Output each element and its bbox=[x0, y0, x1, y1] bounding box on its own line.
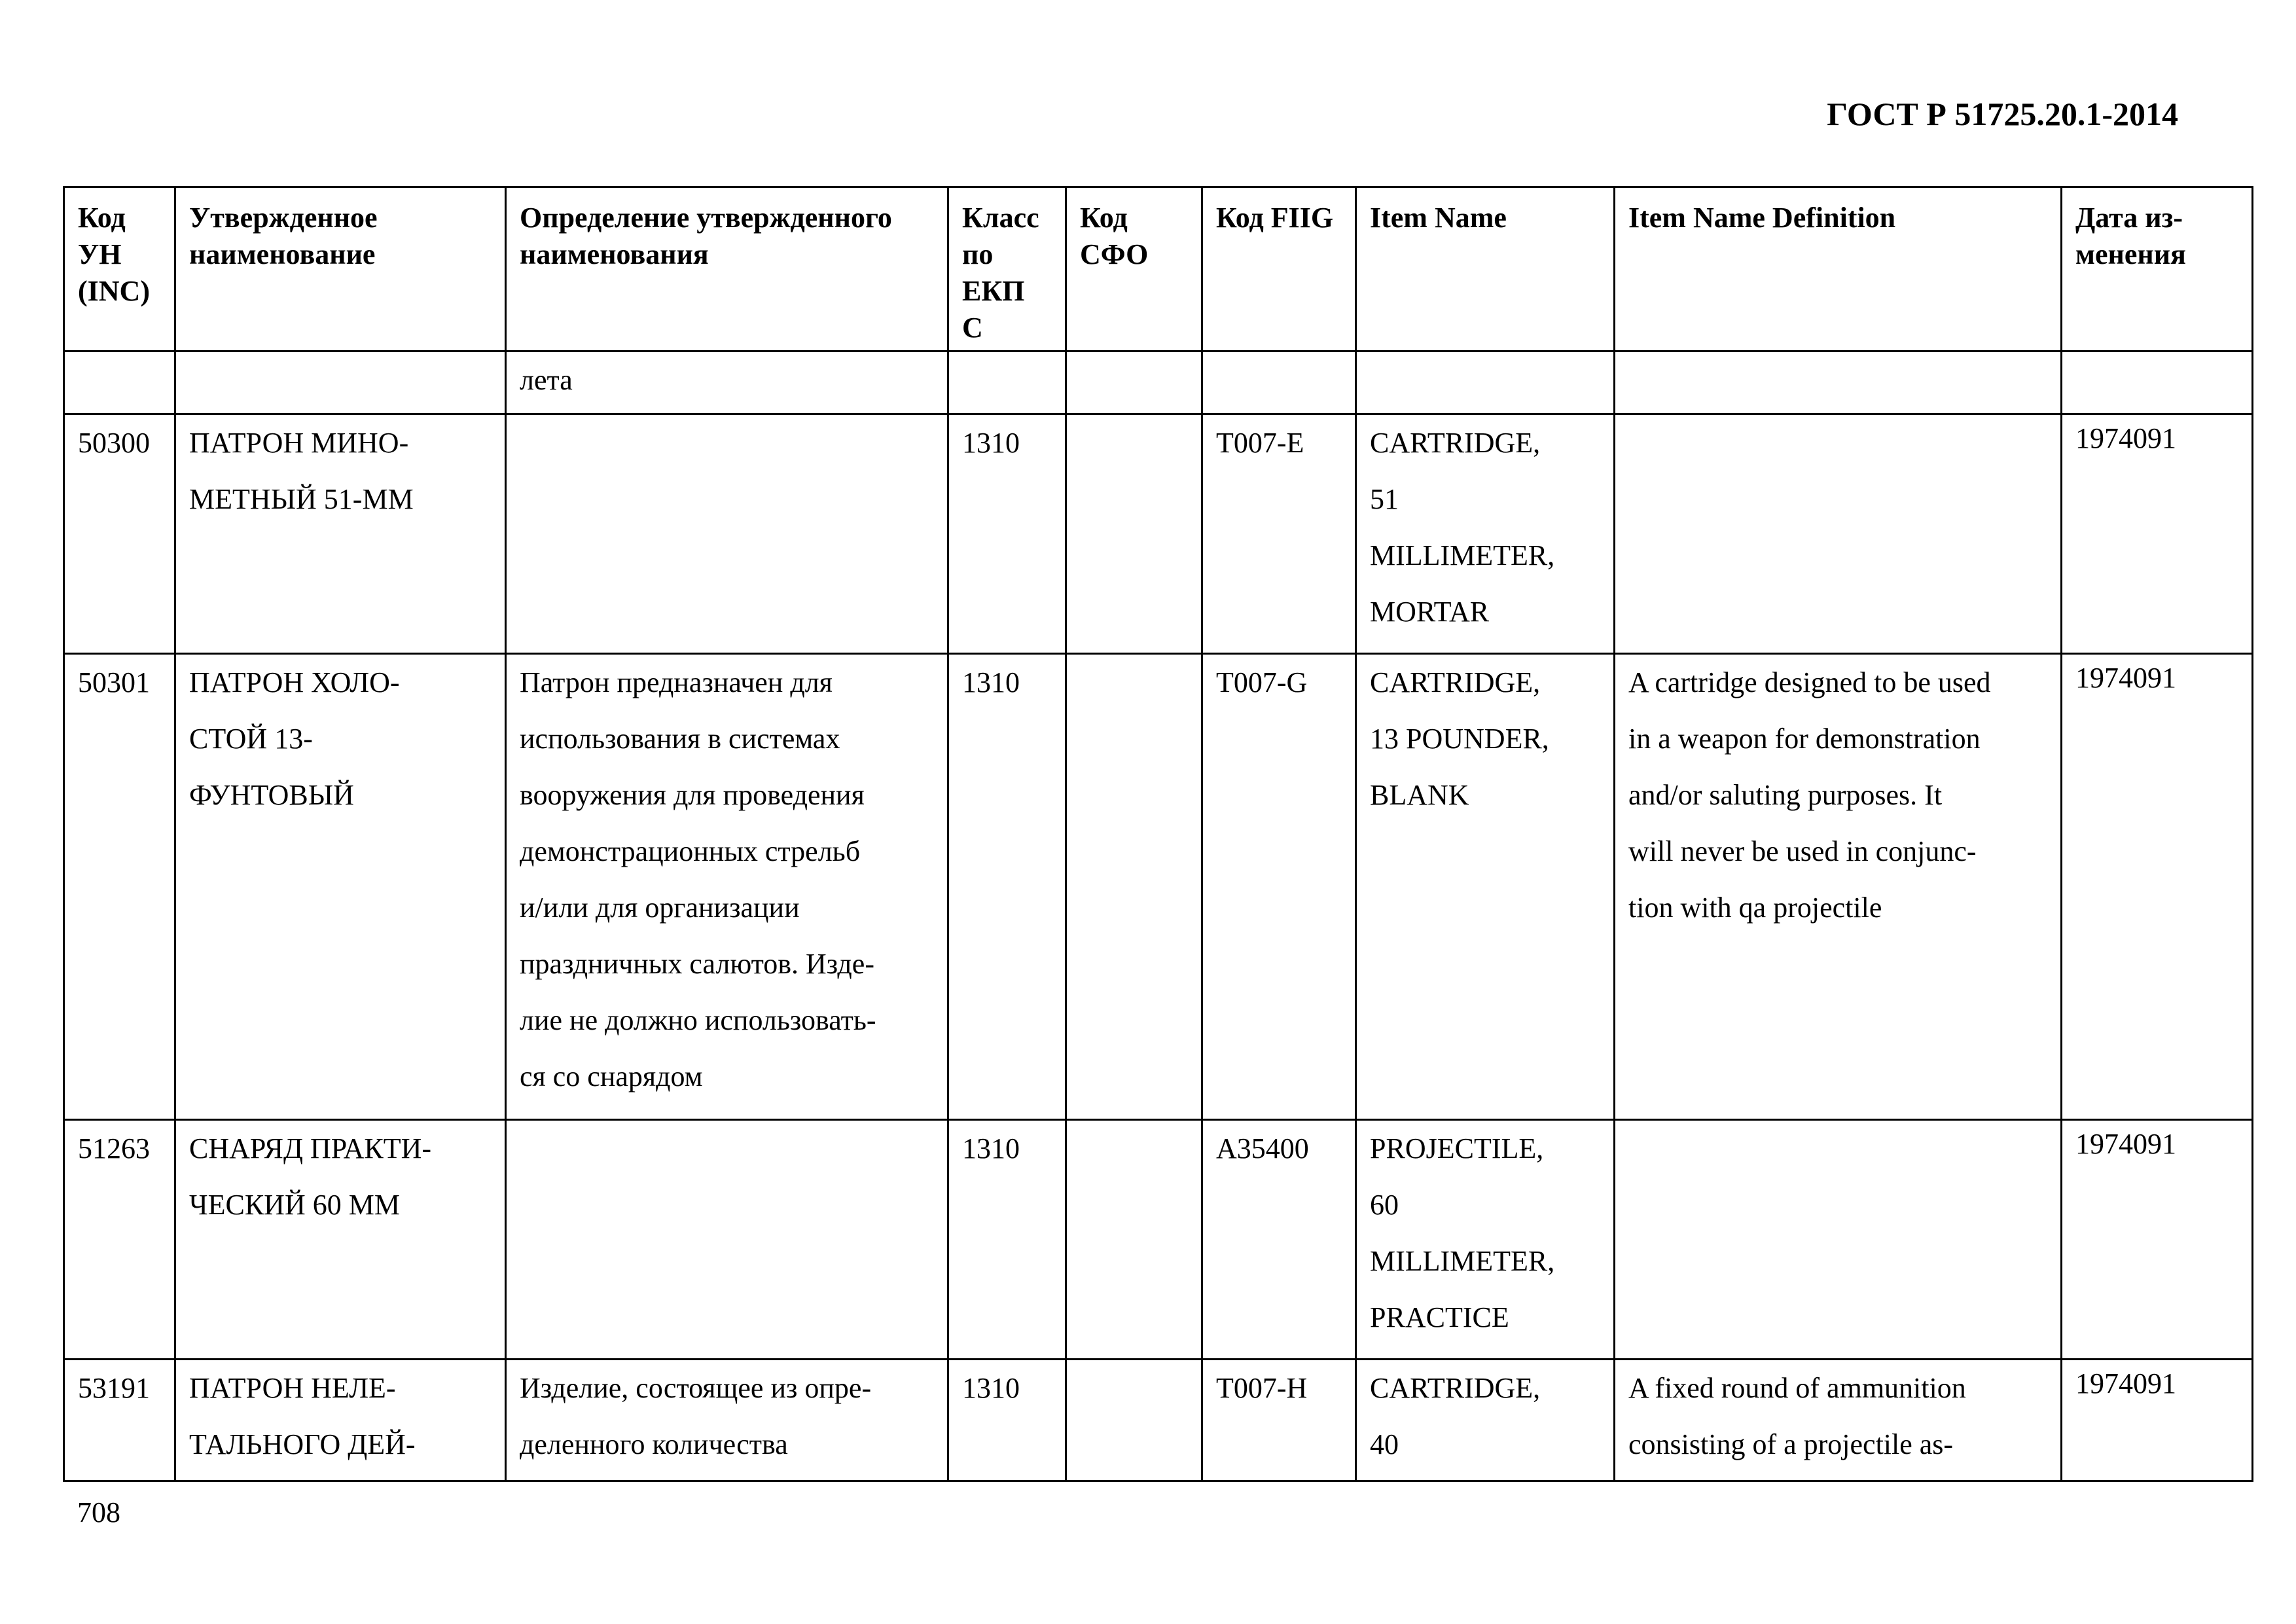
cell-change-date: 1974091 bbox=[2062, 1120, 2253, 1360]
cell-name-definition: Патрон предназначен для использования в системах вооружения для проведения демонстрационных стрельб и/или для организации праздничных салютов. Изде- лие не должно использовать- ся со снарядом bbox=[506, 654, 948, 1120]
table-row-continuation bbox=[64, 352, 2253, 414]
cell-item-name: CARTRIDGE, 13 POUNDER, BLANK bbox=[1356, 654, 1615, 1120]
cell-class: 1310 bbox=[948, 1120, 1066, 1360]
table-row bbox=[64, 654, 2253, 1120]
table-row bbox=[64, 1120, 2253, 1360]
cell-item-name: CARTRIDGE, 40 bbox=[1356, 1360, 1615, 1481]
document-standard-number: ГОСТ Р 51725.20.1-2014 bbox=[1827, 96, 2178, 132]
column-header-sfo: Код СФО bbox=[1066, 187, 1202, 352]
column-header-approved-name: Утвержденное наименование bbox=[175, 187, 506, 352]
cell-sfo bbox=[1066, 1120, 1202, 1360]
cell-inc: 53191 bbox=[64, 1360, 175, 1481]
cell-class: 1310 bbox=[948, 654, 1066, 1120]
cell-inc: 51263 bbox=[64, 1120, 175, 1360]
cell-item-name-definition bbox=[1615, 414, 2062, 654]
cell-approved-name: ПАТРОН ХОЛО- СТОЙ 13- ФУНТОВЫЙ bbox=[175, 654, 506, 1120]
column-header-inc: Код УН (INC) bbox=[64, 187, 175, 352]
table-cell bbox=[1202, 352, 1356, 414]
cell-change-date: 1974091 bbox=[2062, 654, 2253, 1120]
cell-approved-name: ПАТРОН НЕЛЕ- ТАЛЬНОГО ДЕЙ- bbox=[175, 1360, 506, 1481]
cell-fiig: T007-G bbox=[1202, 654, 1356, 1120]
table-row bbox=[64, 414, 2253, 654]
column-header-name-definition: Определение утвержденного наименования bbox=[506, 187, 948, 352]
table-cell bbox=[175, 352, 506, 414]
cell-sfo bbox=[1066, 1360, 1202, 1481]
cell-approved-name: ПАТРОН МИНО- МЕТНЫЙ 51-ММ bbox=[175, 414, 506, 654]
table-cell bbox=[1066, 352, 1202, 414]
cell-item-name-definition bbox=[1615, 1120, 2062, 1360]
cell-sfo bbox=[1066, 654, 1202, 1120]
column-header-class: Класс по ЕКП С bbox=[948, 187, 1066, 352]
column-header-item-name-definition: Item Name Definition bbox=[1615, 187, 2062, 352]
cell-item-name: PROJECTILE, 60 MILLIMETER, PRACTICE bbox=[1356, 1120, 1615, 1360]
table-header-row bbox=[64, 187, 2253, 352]
table-cell: лета bbox=[506, 352, 948, 414]
cell-item-name-definition: A fixed round of ammunition consisting of a projectile as- bbox=[1615, 1360, 2062, 1481]
cell-name-definition bbox=[506, 414, 948, 654]
cell-approved-name: СНАРЯД ПРАКТИ- ЧЕСКИЙ 60 ММ bbox=[175, 1120, 506, 1360]
column-header-fiig: Код FIIG bbox=[1202, 187, 1356, 352]
cell-sfo bbox=[1066, 414, 1202, 654]
cell-name-definition bbox=[506, 1120, 948, 1360]
cell-inc: 50300 bbox=[64, 414, 175, 654]
cell-change-date: 1974091 bbox=[2062, 1360, 2253, 1481]
table-cell bbox=[1356, 352, 1615, 414]
nomenclature-table bbox=[63, 186, 2253, 1482]
column-header-change-date: Дата из- менения bbox=[2062, 187, 2253, 352]
cell-fiig: A35400 bbox=[1202, 1120, 1356, 1360]
table-cell bbox=[64, 352, 175, 414]
table-cell bbox=[948, 352, 1066, 414]
cell-item-name: CARTRIDGE, 51 MILLIMETER, MORTAR bbox=[1356, 414, 1615, 654]
table-row bbox=[64, 1360, 2253, 1481]
cell-class: 1310 bbox=[948, 1360, 1066, 1481]
table-cell bbox=[1615, 352, 2062, 414]
table-cell bbox=[2062, 352, 2253, 414]
cell-change-date: 1974091 bbox=[2062, 414, 2253, 654]
cell-inc: 50301 bbox=[64, 654, 175, 1120]
cell-fiig: T007-E bbox=[1202, 414, 1356, 654]
page-number: 708 bbox=[77, 1496, 120, 1528]
cell-name-definition: Изделие, состоящее из опре- деленного количества bbox=[506, 1360, 948, 1481]
cell-fiig: T007-H bbox=[1202, 1360, 1356, 1481]
cell-class: 1310 bbox=[948, 414, 1066, 654]
cell-item-name-definition: A cartridge designed to be used in a weapon for demonstration and/or saluting purposes. It will never be used in conjunc- tion with qa projectile bbox=[1615, 654, 2062, 1120]
column-header-item-name: Item Name bbox=[1356, 187, 1615, 352]
